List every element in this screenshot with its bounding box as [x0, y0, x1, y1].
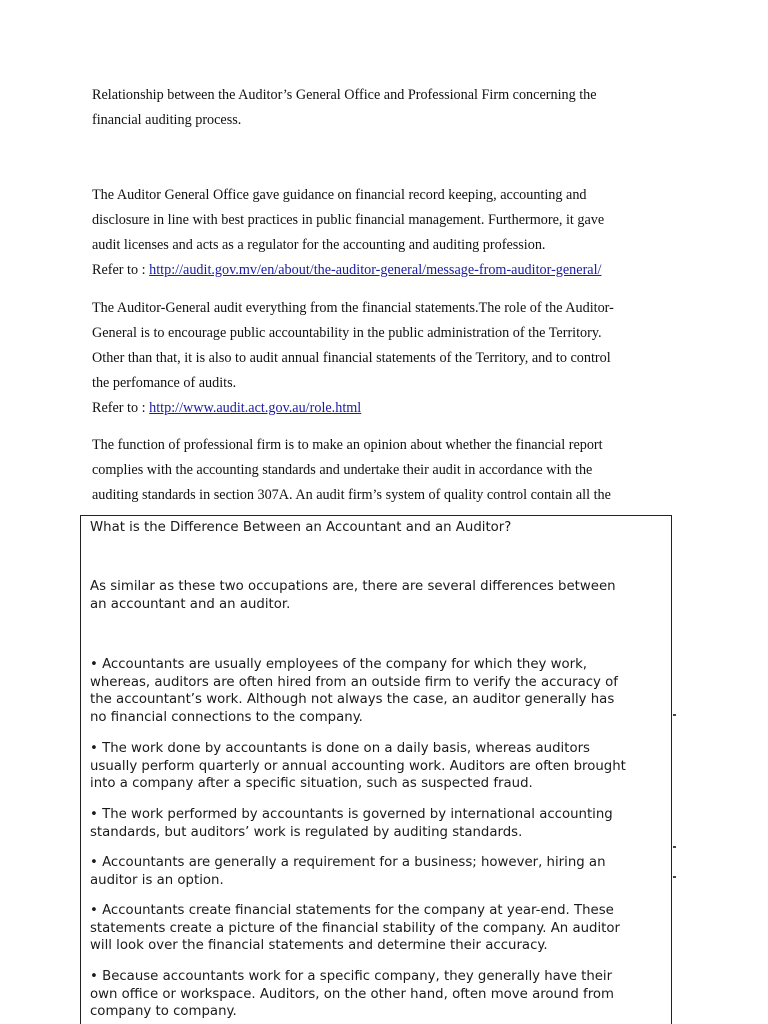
bullet-5-line-2: statements create a picture of the financial stability of the company. An auditor	[90, 921, 620, 936]
bullet-2-line-3: into a company after a specific situation, such as suspected fraud.	[90, 776, 533, 791]
bullet-2-line-2: usually perform quarterly or annual accounting work. Auditors are often brought	[90, 759, 626, 774]
bullet-3-line-2: standards, but auditors’ work is regulated by auditing standards.	[90, 825, 523, 840]
paragraph-1-line-1: The Auditor General Office gave guidance on financial record keeping, accounting and	[92, 187, 587, 203]
bullet-3-line-1: • The work performed by accountants is governed by international accounting	[90, 807, 613, 822]
bullet-1-line-1: • Accountants are usually employees of the company for which they work,	[90, 657, 588, 672]
reference-label: Refer to :	[92, 400, 146, 416]
overlay-title: What is the Difference Between an Accountant and an Auditor?	[90, 520, 512, 535]
heading-line-1: Relationship between the Auditor’s General Office and Professional Firm concerning the	[92, 87, 597, 103]
paragraph-3-line-3: auditing standards in section 307A. An audit firm’s system of quality control contain all the	[92, 487, 611, 503]
bullet-1-line-3: the accountant’s work. Although not always the case, an auditor generally has	[90, 692, 615, 707]
paragraph-1-line-2: disclosure in line with best practices in public financial management. Furthermore, it gave	[92, 212, 605, 228]
reference-label: Refer to :	[92, 262, 146, 278]
bullet-6-line-2: own office or workspace. Auditors, on the other hand, often move around from	[90, 987, 614, 1002]
paragraph-2-reference	[92, 399, 361, 417]
covered-text-fragment	[673, 846, 676, 848]
bullet-4-line-2: auditor is an option.	[90, 873, 224, 888]
bullet-6-line-1: • Because accountants work for a specific company, they generally have their	[90, 969, 613, 984]
paragraph-2-line-1: The Auditor-General audit everything from the financial statements.The role of the Auditor-	[92, 300, 614, 316]
overlay-text-box	[80, 515, 672, 1024]
bullet-5-line-3: will look over the financial statements and determine their accuracy.	[90, 938, 548, 953]
bullet-2-line-1: • The work done by accountants is done on a daily basis, whereas auditors	[90, 741, 590, 756]
paragraph-2-line-2: General is to encourage public accountability in the public administration of the Territory.	[92, 325, 602, 341]
covered-text-fragment	[673, 714, 676, 716]
bullet-1-line-4: no financial connections to the company.	[90, 710, 363, 725]
overlay-intro-line-1: As similar as these two occupations are, there are several differences between	[90, 579, 616, 594]
heading-line-2: financial auditing process.	[92, 112, 242, 128]
paragraph-1-line-3: audit licenses and acts as a regulator for the accounting and auditing profession.	[92, 237, 546, 253]
bullet-4-line-1: • Accountants are generally a requirement for a business; however, hiring an	[90, 855, 606, 870]
paragraph-1-reference	[92, 261, 601, 279]
paragraph-3-line-1: The function of professional firm is to make an opinion about whether the financial report	[92, 437, 603, 453]
bullet-1-line-2: whereas, auditors are often hired from an outside firm to verify the accuracy of	[90, 675, 618, 690]
covered-text-fragment	[673, 876, 676, 878]
reference-link-auditor-general-message[interactable]: http://audit.gov.mv/en/about/the-auditor-general/message-from-auditor-general/	[149, 262, 602, 278]
paragraph-2-line-4: the perfomance of audits.	[92, 375, 237, 391]
paragraph-2-line-3: Other than that, it is also to audit annual financial statements of the Territory, and to control	[92, 350, 611, 366]
overlay-intro-line-2: an accountant and an auditor.	[90, 597, 291, 612]
bullet-6-line-3: company to company.	[90, 1004, 237, 1019]
bullet-5-line-1: • Accountants create financial statements for the company at year-end. These	[90, 903, 614, 918]
reference-link-audit-role[interactable]: http://www.audit.act.gov.au/role.html	[149, 400, 362, 416]
paragraph-3-line-2: complies with the accounting standards and undertake their audit in accordance with the	[92, 462, 593, 478]
